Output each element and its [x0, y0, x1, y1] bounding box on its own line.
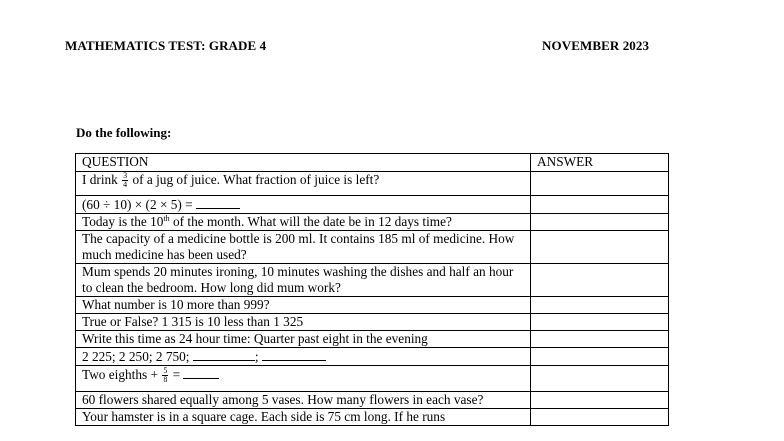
table-row — [76, 348, 669, 366]
question-cell: True or False? 1 315 is 10 less than 1 325 — [76, 314, 531, 331]
table-row — [76, 314, 669, 331]
question-text: = — [169, 367, 184, 382]
fraction-denominator: 4 — [123, 180, 128, 190]
instruction-heading: Do the following: — [76, 125, 172, 140]
answer-blank — [193, 348, 255, 361]
fraction-numerator: 5 — [163, 366, 168, 376]
table-header-row — [76, 154, 669, 172]
test-title: MATHEMATICS TEST: GRADE 4 — [65, 38, 267, 53]
question-text: Today is the 10 — [82, 214, 164, 229]
table-row — [76, 214, 669, 231]
table-row — [76, 392, 669, 409]
question-text: (60 ÷ 10) × (2 × 5) = — [82, 197, 196, 212]
table-row — [76, 366, 669, 392]
table-row — [76, 172, 669, 196]
fraction-numerator: 3 — [123, 171, 128, 181]
question-table — [75, 153, 669, 426]
fraction — [162, 367, 168, 384]
test-date: NOVEMBER 2023 — [542, 38, 650, 53]
answer-cell[interactable] — [531, 297, 669, 314]
question-text: Two eighths + — [82, 367, 162, 382]
question-cell: Mum spends 20 minutes ironing, 10 minutes washing the dishes and half an hour to clean the bedroom. How long did mum work? — [76, 264, 531, 297]
question-cell: 60 flowers shared equally among 5 vases. How many flowers in each vase? — [76, 392, 531, 409]
question-column-header: QUESTION — [76, 154, 531, 172]
answer-cell[interactable] — [531, 392, 669, 409]
answer-blank — [183, 366, 219, 379]
question-text: of a jug of juice. What fraction of juice is left? — [132, 172, 380, 187]
table-row — [76, 297, 669, 314]
ordinal-suffix: th — [163, 214, 170, 223]
question-cell: The capacity of a medicine bottle is 200 ml. It contains 185 ml of medicine. How much medicine has been used? — [76, 231, 531, 264]
answer-cell[interactable] — [531, 314, 669, 331]
answer-cell[interactable] — [531, 231, 669, 264]
question-text: I drink — [82, 172, 118, 187]
answer-cell[interactable] — [531, 409, 669, 426]
question-cell — [76, 214, 531, 231]
question-text: 2 225; 2 250; 2 750; — [82, 349, 193, 364]
blank-separator: ; — [254, 349, 262, 364]
question-cell: Write this time as 24 hour time: Quarter past eight in the evening — [76, 331, 531, 348]
answer-cell[interactable] — [531, 214, 669, 231]
question-cell — [76, 196, 531, 214]
question-cell — [76, 348, 531, 366]
question-cell: Your hamster is in a square cage. Each side is 75 cm long. If he runs — [76, 409, 531, 426]
table-row — [76, 231, 669, 264]
question-cell: What number is 10 more than 999? — [76, 297, 531, 314]
answer-cell[interactable] — [531, 331, 669, 348]
table-row — [76, 331, 669, 348]
answer-cell[interactable] — [531, 172, 669, 196]
fraction-denominator: 8 — [163, 375, 168, 385]
answer-blank — [196, 196, 240, 209]
fraction — [122, 172, 128, 189]
question-cell — [76, 366, 531, 392]
table-row — [76, 196, 669, 214]
table-row — [76, 409, 669, 426]
answer-blank — [262, 348, 326, 361]
question-cell — [76, 172, 531, 196]
answer-cell[interactable] — [531, 348, 669, 366]
answer-cell[interactable] — [531, 264, 669, 297]
table-row — [76, 264, 669, 297]
answer-cell[interactable] — [531, 196, 669, 214]
answer-cell[interactable] — [531, 366, 669, 392]
answer-column-header: ANSWER — [531, 154, 669, 172]
question-text: of the month. What will the date be in 12 days time? — [169, 214, 452, 229]
